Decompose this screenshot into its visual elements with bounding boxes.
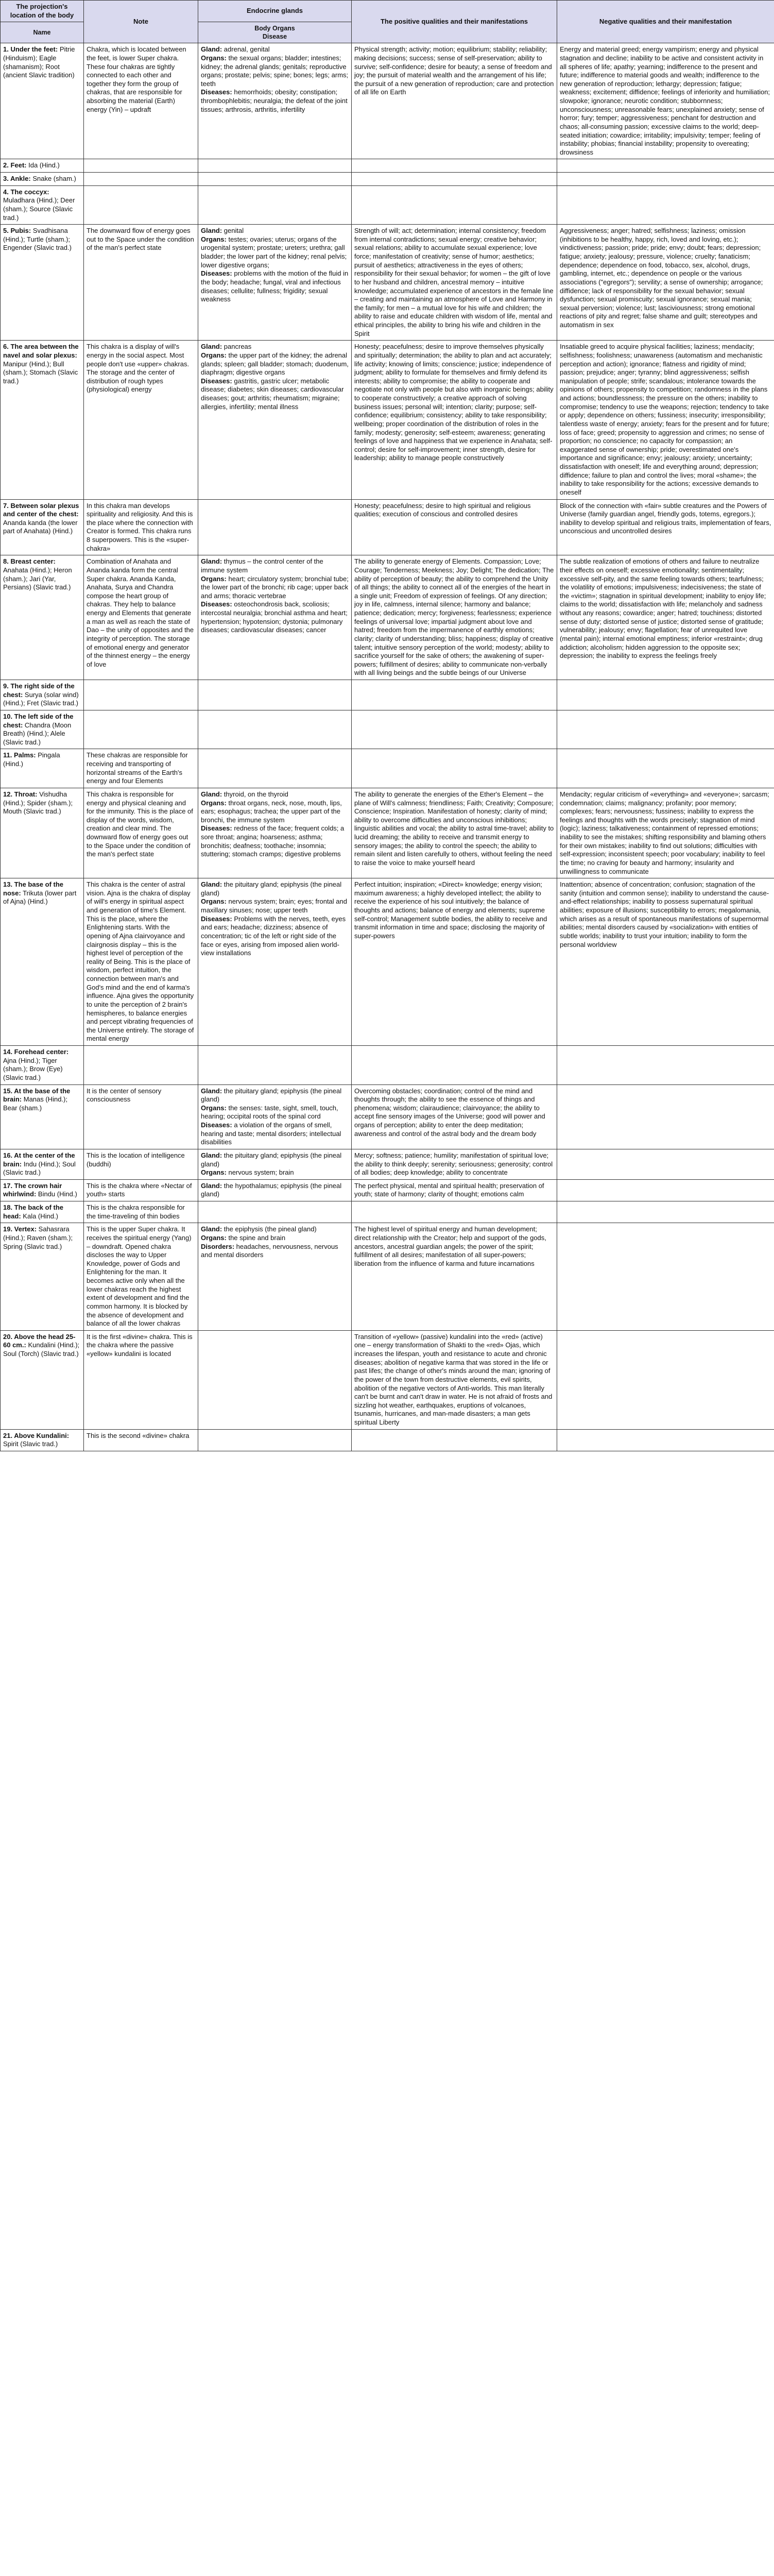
organs-text: the senses: taste, sight, smell, touch, hearing; occipital roots of the spinal cord — [201, 1104, 338, 1121]
positive-text: Strength of will; act; determination; internal consistency; freedom from internal contradictions; sexual energy; creative behavior; sexual relations; ability to accumulate sexual experience; love force; manifestation of creativity; sense of humor; aesthetics; pursuit of aesthetics; attractiveness in the eyes of others; responsibility for their sexual behavior; for women – the gift of love to her husband and children, ancestral memory – intuitive knowledge; accumulated experience of ancestors in the female line – creating and maintaining an atmosphere of Love and Harmony in the family; for men – a mutual love for his wife and children; the ability to raise and educate children with wisdom of life, mental and ethical principles, the ability to bring his wife and children in the Spirit — [354, 227, 554, 337]
header-location: The projection's location of the body — [1, 1, 84, 22]
negative-text: Block of the connection with «fair» subtle creatures and the Powers of Universe (family guardian angel, friendly gods, totems, egregors.); inability to develop spiritual and religious traits, implementation of fears, unconscious and uncontrolled desires — [560, 501, 771, 535]
diseases-text: gastritis, gastric ulcer; metabolic disease; diabetes; skin diseases; cardiovascular diseases; gout; arthritis; rheumatism; migraine; allergies, infertility; mental illness — [201, 377, 344, 411]
positive-cell — [352, 878, 557, 1046]
note-text: This chakra is a display of will's energy in the social aspect. Most people don't use «upper» chakras. The storage and the center of distribution of rough types (physiological) energy — [87, 343, 190, 394]
positive-cell — [352, 788, 557, 878]
table-row — [1, 1179, 774, 1201]
note-cell — [84, 680, 198, 710]
location-title: 9. The right side of the chest: — [3, 682, 75, 699]
gland-block — [201, 343, 349, 351]
note-cell — [84, 1223, 198, 1331]
organs-label: Organs: — [201, 799, 227, 807]
location-title: 5. Pubis: — [3, 227, 31, 235]
organs-block — [201, 799, 349, 825]
gland-block — [201, 880, 349, 897]
location-title: 7. Between solar plexus and center of the chest: — [3, 501, 79, 518]
negative-cell — [557, 555, 774, 680]
positive-text: The highest level of spiritual energy and human development; direct relationship with the Creator; help and support of the gods, ancestors, ancestral guardian angels; the power of the spirit; fulfillment of all desires; manifestation of all super-powers; liberation from the influence of karma and future incarnations — [354, 1225, 546, 1267]
location-title: 6. The area between the navel and solar plexus: — [3, 343, 79, 359]
note-text: This is the upper Super chakra. It receives the spiritual energy (Yang) – downdraft. Opened chakra discloses the way to Upper Knowledge, power of Gods and Enlightening for the man. It becomes active only when all the lower chakras reach the highest extent of development and find the common harmony. It is blocked by the absence of development and balance of all the lower chakras — [87, 1225, 192, 1328]
location-cell — [1, 1084, 84, 1149]
negative-cell — [557, 185, 774, 225]
location-names: Sahasrara (Hind.); Raven (sham.); Spring (Slavic trad.) — [3, 1225, 73, 1250]
gland-text: the epiphysis (the pineal gland) — [223, 1225, 317, 1233]
gland-label: Gland: — [201, 45, 222, 54]
glands-cell — [198, 555, 352, 680]
table-row — [1, 43, 774, 159]
location-cell — [1, 185, 84, 225]
negative-cell — [557, 878, 774, 1046]
header-organs: Body Organs — [254, 25, 295, 32]
gland-label: Gland: — [201, 557, 222, 566]
positive-cell — [352, 1046, 557, 1085]
note-text: This is the chakra responsible for the time-traveling of thin bodies — [87, 1204, 185, 1220]
location-names: Manipur (Hind.); Bull (sham.); Stomach (Slavic trad.) — [3, 360, 78, 385]
gland-block — [201, 790, 349, 799]
location-names: Kala (Hind.) — [23, 1212, 58, 1220]
gland-block — [201, 1151, 349, 1168]
location-cell — [1, 1223, 84, 1331]
note-cell — [84, 185, 198, 225]
diseases-block — [201, 377, 349, 412]
diseases-label: Diseases: — [201, 914, 232, 923]
location-title: 21. Above Kundalini: — [3, 1431, 70, 1439]
glands-cell — [198, 1149, 352, 1179]
header-note: Note — [84, 1, 198, 43]
location-title: 13. The base of the nose: — [3, 880, 64, 897]
location-names: Svadhisana (Hind.); Turtle (sham.); Engender (Slavic trad.) — [3, 227, 72, 252]
note-cell — [84, 499, 198, 555]
positive-cell — [352, 173, 557, 186]
positive-cell — [352, 1179, 557, 1201]
glands-cell — [198, 1330, 352, 1429]
positive-text: The ability to generate the energies of the Ether's Element – the plane of Will's calmness; friendliness; Faith; Creativity; Composure; Conscience; Inspiration. Manifestation of honesty; clarity of mind; ability to overcome difficulties and unconscious inhibitions; linguistic abilities and vocal; the ability to astral time-travel; ability to lucid dreaming; the ability to receive and transmit energy to sensory images; the ability to control the speech; the ability to remain silent and listen carefully to others, without feeling the need to raise the voice to make yourself heard — [354, 790, 554, 867]
location-title: 15. At the base of the brain: — [3, 1087, 71, 1104]
diseases-text: Problems with the nerves, teeth, eyes and ears; headache; dizziness; absence of concentration; tic of the left or right side of the face or eyes, arising from imposed alien world-view installations — [201, 914, 346, 957]
location-title: 2. Feet: — [3, 161, 27, 170]
gland-text: pancreas — [223, 343, 252, 351]
glands-cell — [198, 1223, 352, 1331]
table-row — [1, 1429, 774, 1451]
organs-text: throat organs, neck, nose, mouth, lips, ears; esophagus; trachea; the upper part of the bronchi, the immune system — [201, 799, 342, 824]
positive-cell — [352, 225, 557, 341]
positive-cell — [352, 1084, 557, 1149]
location-cell — [1, 878, 84, 1046]
positive-text: Overcoming obstacles; coordination; control of the mind and thoughts through; the ability to see the essence of things and phenomena; wisdom; clairaudience; clairvoyance; the ability to accept fine sensory images of the Universe; good will power and organs of perception; ability to enter the deep meditation; awareness and control of the astral body and the dream body — [354, 1087, 545, 1138]
glands-cell — [198, 1179, 352, 1201]
negative-cell — [557, 1223, 774, 1331]
glands-cell — [198, 1429, 352, 1451]
glands-cell — [198, 173, 352, 186]
note-text: The downward flow of energy goes out to the Space under the condition of the man's perfect state — [87, 227, 194, 252]
note-cell — [84, 341, 198, 499]
negative-cell — [557, 1429, 774, 1451]
positive-cell — [352, 1330, 557, 1429]
header-disease: Disease — [262, 33, 287, 41]
location-title: 20. Above the head 25-60 cm.: — [3, 1332, 76, 1349]
note-cell — [84, 159, 198, 173]
gland-label: Gland: — [201, 880, 222, 889]
table-row — [1, 1084, 774, 1149]
location-cell — [1, 499, 84, 555]
positive-text: Honesty; peacefulness; desire to high spiritual and religious qualities; execution of conscious and controlled desires — [354, 501, 531, 518]
gland-block — [201, 1225, 349, 1234]
table-row — [1, 710, 774, 749]
positive-cell — [352, 185, 557, 225]
diseases-text: problems with the motion of the fluid in the body; headache; fungal, viral and infectious diseases; cellulite; fullness; frigidity; sexual weakness — [201, 269, 349, 303]
note-text: These chakras are responsible for receiving and transporting of horizontal streams of the Earth's energy and four Elements — [87, 751, 188, 785]
location-names: Bindu (Hind.) — [38, 1190, 77, 1198]
header-negative: Negative qualities and their manifestation — [557, 1, 774, 43]
table-body — [1, 43, 774, 1451]
diseases-block — [201, 88, 349, 114]
location-names: Vishudha (Hind.); Spider (sham.); Mouth (Slavic trad.) — [3, 790, 73, 816]
location-title: 1. Under the feet: — [3, 45, 58, 54]
glands-cell — [198, 43, 352, 159]
note-cell — [84, 788, 198, 878]
gland-text: genital — [223, 227, 244, 235]
note-text: It is the center of sensory consciousness — [87, 1087, 162, 1104]
note-cell — [84, 1179, 198, 1201]
diseases-label: Diseases: — [201, 269, 232, 278]
positive-cell — [352, 710, 557, 749]
diseases-block — [201, 824, 349, 859]
note-text: This is the chakra where «Nectar of youth» starts — [87, 1181, 192, 1198]
gland-label: Gland: — [201, 1225, 222, 1233]
location-names: Anahata (Hind.); Heron (sham.); Jari (Yar, Persians) (Slavic trad.) — [3, 566, 72, 591]
diseases-text: osteochondrosis back, scoliosis; intercostal neuralgia; bronchial asthma and heart; hypertension; hypotension; dystonia; pulmonary diseases; cardiovascular diseases; cancer — [201, 600, 348, 634]
note-cell — [84, 878, 198, 1046]
location-names: Muladhara (Hind.); Deer (sham.); Source (Slavic trad.) — [3, 196, 75, 222]
disorders-text: headaches, nervousness, nervous and mental disorders — [201, 1242, 338, 1259]
glands-cell — [198, 159, 352, 173]
table-row — [1, 749, 774, 788]
note-cell — [84, 1429, 198, 1451]
location-names: Trikuta (lower part of Ajna) (Hind.) — [3, 889, 77, 906]
table-row — [1, 341, 774, 499]
negative-text: Aggressiveness; anger; hatred; selfishness; laziness; omission (inhibitions to be healthy, happy, rich, loved and loving, etc.); vindictiveness; passion; pride; pride; envy; doubt; fears; depression; fatigue; anxiety; jealousy; pressure, violence; cruelty; fanaticism; dependence; dependence on food, tobacco, sex, alcohol, drugs, gambling, internet, etc.; dependence on people or the various associations ("egregors"); servility; a sense of ownership; arrogance; diffidence; lack of responsibility for the sexual behavior; sexual dysfunction; sexual promiscuity; sexual ignorance; sexual mania; sexual perversion; violence; lust; lasciviousness; strong emotional reactions of pity and regret; false shame and guilt; stereotypes and automatism in sex — [560, 227, 763, 329]
location-cell — [1, 1046, 84, 1085]
organs-label: Organs: — [201, 1168, 227, 1177]
positive-text: Physical strength; activity; motion; equilibrium; stability; reliability; making decisions; success; sense of self-preservation; ability to survive; self-confidence; desire for beauty; a sense of freedom and joy; the pursuit of material wealth and the arrangement of his life; the pursuit of a new generation of reproduction; care and protection of all life on Earth — [354, 45, 554, 96]
diseases-label: Diseases: — [201, 88, 232, 96]
positive-text: Transition of «yellow» (passive) kundalini into the «red» (active) one – energy transformation of Shakti to the «red» Ojas, which increases the lifespan, youth and resistance to acute and chronic diseases; abolition of negative karma that was stored in the life or past lifes; the change of other's minds around the man; ignoring of the power of the town from destructive elements, evil spirits, abolition of the negative vectors of Anti-worlds. This man literally can't be burnt and can't draw in water. He is not afraid of frosts and sizzling hot weather, earthquakes, eruptions of volcanoes, tsunamis, hurricanes, and man-made disasters; a man gets spiritual Liberty — [354, 1332, 553, 1426]
location-cell — [1, 710, 84, 749]
table-row — [1, 173, 774, 186]
positive-cell — [352, 680, 557, 710]
location-title: 3. Ankle: — [3, 175, 31, 182]
note-cell — [84, 225, 198, 341]
negative-text: Mendacity; regular criticism of «everything» and «everyone»; sarcasm; condemnation; claims; malignancy; profanity; poor memory; complexes; fears; nervousness; fussiness; inability to express the feelings and thoughts with the words precisely; stagnation of mind (logic); laziness; talkativeness; containment of repressed emotions; inability to see the mistakes; shifting responsibility and blaming others for their own mistakes; inability to find out solutions; difficulties with self-expression; inconsistent speech; poor vocabulary; inability to feel the time; no craving for beauty and harmony; insularity and unwillingness to communicate — [560, 790, 769, 875]
location-cell — [1, 749, 84, 788]
location-title: 11. Palms: — [3, 751, 36, 759]
organs-label: Organs: — [201, 897, 227, 906]
positive-cell — [352, 43, 557, 159]
note-text: This is the location of intelligence (buddhi) — [87, 1151, 185, 1168]
location-names: Indu (Hind.); Soul (Slavic trad.) — [3, 1160, 76, 1177]
diseases-label: Diseases: — [201, 1121, 232, 1129]
glands-cell — [198, 185, 352, 225]
organs-block — [201, 235, 349, 270]
note-cell — [84, 1046, 198, 1085]
glands-cell — [198, 680, 352, 710]
organs-block — [201, 1104, 349, 1121]
location-cell — [1, 1179, 84, 1201]
table-row — [1, 1149, 774, 1179]
gland-block — [201, 557, 349, 574]
location-title: 14. Forehead center: — [3, 1048, 69, 1056]
diseases-text: a violation of the organs of smell, hearing and taste; mental disorders; intellectual disabilities — [201, 1121, 341, 1146]
table-row — [1, 1046, 774, 1085]
table-row — [1, 878, 774, 1046]
location-cell — [1, 1201, 84, 1223]
negative-text: Energy and material greed; energy vampirism; energy and physical stagnation and decline; inability to be active and consistent activity in all spheres of life; apathy; yearning; indifference to the present and future; indifference to material goods and wealth; indifference to the new generation of reproduction; lethargy; depression; fatigue; weakness; excitement; diffidence; feelings of inferiority and humiliation; slowpoke; ignorance; neurotic condition; stubbornness; unconsciousness; unreasonable fears; unexplained anxiety; sense of horror; fury; temper; aggressiveness; penchant for destruction and chaos; all-consuming passion; excessive claims to the world; deep-seated initiation; cowardice; irritability; impulsivity; temper; feeling of instability; phobias; financial instability; propensity to overeating; drowsiness — [560, 45, 770, 156]
location-title: 17. The crown hair whirlwind: — [3, 1181, 62, 1198]
organs-text: nervous system; brain — [228, 1168, 294, 1177]
gland-text: thyroid, on the thyroid — [223, 790, 288, 798]
location-title: 8. Breast center: — [3, 557, 56, 566]
positive-text: Perfect intuition; inspiration; «Direct» knowledge; energy vision; maximum awareness; a highly developed intellect; the ability to receive the experience of his soul intuitively; the balance of thoughts and actions; balance of energy and elements; supreme self-control; Management subtle bodies, the ability to receive and transmit information in time and space; disclosing the majority of super-powers — [354, 880, 547, 940]
negative-cell — [557, 680, 774, 710]
disorders-block — [201, 1243, 349, 1260]
negative-cell — [557, 788, 774, 878]
positive-text: Mercy; softness; patience; humility; manifestation of spiritual love; the ability to think deeply; serenity; seriousness; generosity; control of all bodies; deep knowledge; ability to concentrate — [354, 1151, 553, 1177]
organs-label: Organs: — [201, 574, 227, 583]
diseases-label: Diseases: — [201, 377, 232, 385]
glands-cell — [198, 225, 352, 341]
diseases-text: redness of the face; frequent colds; a sore throat; angina; hoarseness; asthma; bronchitis; deafness; toothache; insomnia; stuttering; stomach cramps; digestive problems — [201, 824, 345, 858]
organs-text: heart; circulatory system; bronchial tube; the lower part of the bronchi; rib cage; upper back and arms; thoracic vertebrae — [201, 574, 349, 600]
note-text: Combination of Anahata and Ananda kanda form the central Super chakra. Ananda Kanda, Anahata, Surya and Chandra compose the heart group of chakras. They help to balance energy and Elements that generate a man as well as reach the state of Dao – the unity of opposites and the integrity of perception. The storage of emotional energy and generator of the thinnest energy – the energy of love — [87, 557, 194, 668]
glands-cell — [198, 1201, 352, 1223]
location-cell — [1, 680, 84, 710]
disorders-label: Disorders: — [201, 1242, 235, 1250]
gland-block — [201, 1087, 349, 1104]
location-cell — [1, 341, 84, 499]
positive-cell — [352, 1429, 557, 1451]
diseases-label: Diseases: — [201, 600, 232, 608]
location-names: Kundalini (Hind.); Soul (Torch) (Slavic trad.) — [3, 1341, 80, 1358]
negative-cell — [557, 749, 774, 788]
positive-text: The ability to generate energy of Elements. Compassion; Love; Courage; Tenderness; Meekness; Joy; Delight; The dedication; The ability of perception of beauty; the ability to comprehend the Unity of all things; the ability to connect all of the energies of the heart in a single unit; Freedom of expression of feelings. Of any direction; joy in life, calmness, internal silence; harmony and balance; patience; dedication; mercy; forgiveness; fearlessness; experience feelings of universal love; impartial judgment about love and hatred; freedom from the impermanence of earthly emotions; clarity; clarity of understanding; bliss; happiness; display of creative talent; intuitive sensory perception of the world; modesty; ability to sacrifice yourself for the sake of others; the awakening of super-powers; fulfillment of desires; ability to communicate non-verbally with all living beings and the subtle beings of our Universe — [354, 557, 554, 677]
location-names: Ida (Hind.) — [28, 161, 60, 170]
organs-text: the sexual organs; bladder; intestines; kidney; the adrenal glands; genitals; reproductive organs; prostate; pelvis; spine; bones; legs; arms; teeth — [201, 54, 349, 88]
organs-text: nervous system; brain; eyes; frontal and maxillary sinuses; nose; upper teeth — [201, 897, 347, 914]
glands-cell — [198, 341, 352, 499]
organs-block — [201, 1234, 349, 1243]
gland-label: Gland: — [201, 227, 222, 235]
organs-block — [201, 575, 349, 601]
organs-block — [201, 897, 349, 914]
gland-label: Gland: — [201, 790, 222, 798]
positive-cell — [352, 159, 557, 173]
table-row — [1, 225, 774, 341]
location-names: Pingala (Hind.) — [3, 751, 60, 768]
location-names: Pitrie (Hinduism); Eagle (shamanism); Root (ancient Slavic tradition) — [3, 45, 75, 79]
location-cell — [1, 555, 84, 680]
gland-label: Gland: — [201, 1151, 222, 1159]
negative-cell — [557, 1046, 774, 1085]
location-cell — [1, 1149, 84, 1179]
note-cell — [84, 1084, 198, 1149]
note-cell — [84, 710, 198, 749]
negative-cell — [557, 1084, 774, 1149]
glands-cell — [198, 749, 352, 788]
table-row — [1, 159, 774, 173]
gland-text: the pituitary gland; epiphysis (the pineal gland) — [201, 1151, 342, 1168]
table-row — [1, 555, 774, 680]
location-cell — [1, 225, 84, 341]
organs-label: Organs: — [201, 235, 227, 243]
positive-cell — [352, 1223, 557, 1331]
note-text: It is the first «divine» chakra. This is the chakra where the passive «yellow» kundalini is located — [87, 1332, 193, 1358]
negative-cell — [557, 173, 774, 186]
organs-text: testes; ovaries; uterus; organs of the urogenital system; prostate; ureters; urethra; gall bladder; the lower part of the kidney; renal pelvis; lower digestive organs; — [201, 235, 347, 269]
note-text: This chakra is responsible for energy and physical cleaning and for the immunity. This is the place of display of the words, wisdom, creation and clear mind. The downward flow of energy goes out to the Space under the condition of the man's perfect state — [87, 790, 193, 858]
location-names: Manas (Hind.); Bear (sham.) — [3, 1095, 67, 1112]
negative-cell — [557, 225, 774, 341]
organs-text: the spine and brain — [228, 1233, 286, 1242]
positive-cell — [352, 749, 557, 788]
glands-cell — [198, 1084, 352, 1149]
organs-block — [201, 1168, 349, 1177]
note-cell — [84, 1330, 198, 1429]
location-names: Ajna (Hind.); Tiger (sham.); Brow (Eye) (Slavic trad.) — [3, 1056, 63, 1081]
gland-block — [201, 227, 349, 235]
positive-cell — [352, 1201, 557, 1223]
negative-cell — [557, 710, 774, 749]
gland-text: adrenal, genital — [223, 45, 270, 54]
table-row — [1, 185, 774, 225]
table-row — [1, 1201, 774, 1223]
location-cell — [1, 788, 84, 878]
table-row — [1, 1330, 774, 1429]
gland-text: thymus – the control center of the immune system — [201, 557, 323, 574]
location-title: 16. At the center of the brain: — [3, 1151, 75, 1168]
note-text: This is the second «divine» chakra — [87, 1431, 190, 1439]
table-header — [1, 1, 774, 43]
negative-cell — [557, 341, 774, 499]
note-cell — [84, 173, 198, 186]
location-cell — [1, 159, 84, 173]
organs-label: Organs: — [201, 351, 227, 359]
negative-text: Inattention; absence of concentration; confusion; stagnation of the sanity (intuition and common sense); inability to understand the cause-and-effect relationships; inability to possess supernatural spiritual abilities; exposure of illusions; susceptibility to errors; megalomania, which arises as a result of spontaneous manifestations of supernormal abilities; mental disorders caused by «socialization» with entities of subtle worlds; inability to trust your intuition; inability to form the personal worldview — [560, 880, 769, 948]
gland-label: Gland: — [201, 1087, 222, 1095]
location-names: Chandra (Moon Breath) (Hind.); Alele (Slavic trad.) — [3, 721, 72, 746]
gland-label: Gland: — [201, 343, 222, 351]
diseases-label: Diseases: — [201, 824, 232, 833]
table-row — [1, 499, 774, 555]
location-names: Spirit (Slavic trad.) — [3, 1440, 58, 1448]
organs-block — [201, 54, 349, 89]
positive-cell — [352, 499, 557, 555]
gland-text: the hypothalamus; epiphysis (the pineal gland) — [201, 1181, 342, 1198]
diseases-text: hemorrhoids; obesity; constipation; thrombophlebitis; neuralgia; the defeat of the joint tissues; arthrosis, arthritis, infertility — [201, 88, 348, 113]
note-cell — [84, 555, 198, 680]
gland-text: the pituitary gland; epiphysis (the pineal gland) — [201, 1087, 342, 1104]
header-positive: The positive qualities and their manifestations — [352, 1, 557, 43]
note-text: In this chakra man develops spirituality and religiosity. And this is the place where the connection with Creator is formed. This chakra runs 8 superpowers. This is the «super-chakra» — [87, 501, 193, 552]
glands-cell — [198, 788, 352, 878]
positive-cell — [352, 341, 557, 499]
note-cell — [84, 749, 198, 788]
negative-cell — [557, 159, 774, 173]
negative-cell — [557, 43, 774, 159]
negative-cell — [557, 1149, 774, 1179]
location-cell — [1, 1330, 84, 1429]
organs-text: the upper part of the kidney; the adrenal glands; spleen; gall bladder; stomach; duodenum, diaphragm; digestive organs — [201, 351, 349, 377]
positive-cell — [352, 555, 557, 680]
diseases-block — [201, 915, 349, 958]
note-cell — [84, 1149, 198, 1179]
location-title: 18. The back of the head: — [3, 1204, 64, 1220]
negative-text: Insatiable greed to acquire physical facilities; laziness; mendacity; selfishness; foolishness; unawareness (automatism and mechanistic perception and action); ignorance; flatness and rigidity of mind; passion; prejudice; anger; tyranny; blind aggressiveness; selfish manipulation of people; strife; scandalous; intolerance towards the opinions of others; propensity to competition; randomness in the plans and actions; boundlessness; the pressure on the others; inability to compromise; tendency to use the weapons; rejection; tendency to take or apply; dependence on others; fussiness; insecurity; irresponsibility; talentless waste of energy; anxiety; fears for the present and for future; loss of face; greed; propensity to aggression and crimes; no sense of proportion; no conscience; no capacity for compassion; an exaggerated sense of ownership; pride; overestimated one's importance and significance; envy; jealousy; anxiety; uncertainty; dissatisfaction with oneself; life and everything around; depression; diffidence; failure to plan and control the lives; moral «shame»; the inability to take responsibility for the actions; excessive demands to oneself — [560, 343, 769, 496]
note-text: Chakra, which is located between the feet, is lower Super chakra. These four chakras are tightly connected to each other and together they form the group of chakras, that are responsible for absorbing the material (Earth) energy (Yin) – updraft — [87, 45, 186, 113]
diseases-block — [201, 1121, 349, 1147]
negative-cell — [557, 1330, 774, 1429]
table-row — [1, 788, 774, 878]
negative-cell — [557, 1179, 774, 1201]
glands-cell — [198, 1046, 352, 1085]
location-title: 19. Vertex: — [3, 1225, 37, 1233]
location-cell — [1, 43, 84, 159]
table-row — [1, 1223, 774, 1331]
glands-cell — [198, 878, 352, 1046]
location-title: 10. The left side of the chest: — [3, 712, 74, 729]
table-row — [1, 680, 774, 710]
organs-label: Organs: — [201, 1104, 227, 1112]
location-cell — [1, 173, 84, 186]
positive-text: The perfect physical, mental and spiritual health; preservation of youth; state of harmony; clarity of thought; emotions calm — [354, 1181, 544, 1198]
location-title: 12. Throat: — [3, 790, 38, 798]
gland-text: the pituitary gland; epiphysis (the pineal gland) — [201, 880, 342, 897]
gland-label: Gland: — [201, 1181, 222, 1190]
diseases-block — [201, 269, 349, 304]
location-names: Snake (sham.) — [32, 175, 76, 182]
header-endocrine: Endocrine glands — [198, 1, 352, 22]
location-cell — [1, 1429, 84, 1451]
organs-label: Organs: — [201, 1233, 227, 1242]
note-cell — [84, 43, 198, 159]
negative-cell — [557, 499, 774, 555]
location-names: Surya (solar wind) (Hind.); Fret (Slavic trad.) — [3, 690, 79, 707]
header-name: Name — [1, 22, 84, 43]
location-names: Ananda kanda (the lower part of Anahata) (Hind.) — [3, 518, 78, 535]
negative-cell — [557, 1201, 774, 1223]
gland-block — [201, 1182, 349, 1199]
header-organs-disease — [198, 22, 352, 43]
note-text: This chakra is the center of astral vision. Ajna is the chakra of display of will's energy in spiritual aspect and generation of time's Element. This is the place, where the Enlightening starts. With the opening of Ajna clairvoyance and clairgnosis display – this is the highest level of perception of the reality of Being. This is the place of wisdom, perfect intuition, the connection between man's and God's mind and the end of karma's influence. Ajna gives the opportunity to unite the perception of 2 brain's hemispheres, to balance energies and percept vibrating frequencies of the Universe entirely. The storage of mental energy — [87, 880, 194, 1043]
location-title: 4. The coccyx: — [3, 188, 49, 196]
positive-text: Honesty; peacefulness; desire to improve themselves physically and spiritually; determination; the ability to plan and act accurately; life activity; knowing of limits; conscience; justice; independence of judgment; ability to formulate for themselves and firmly defend its interests; ability to compromise; the ability to cooperate and negotiate not only with people but also with inorganic beings; ability to cooperate constructively; a creative approach of solving business issues; personal will; intention; clarity; purpose; self-confidence; equilibrium; consistency; ability to take responsibility; wellbeing; proper coordination of the distribution of roles in the family; modesty; generosity; self-esteem; awareness; generating feelings of love and happiness that we experience in Anahata; self-control; desire for self-improvement; inner strength, desire for leadership; ability to manage people constructively — [354, 343, 554, 462]
glands-cell — [198, 499, 352, 555]
organs-block — [201, 351, 349, 377]
organs-label: Organs: — [201, 54, 227, 62]
diseases-block — [201, 600, 349, 635]
glands-cell — [198, 710, 352, 749]
note-cell — [84, 1201, 198, 1223]
gland-block — [201, 45, 349, 54]
positive-cell — [352, 1149, 557, 1179]
negative-text: The subtle realization of emotions of others and failure to neutralize their effects on oneself; excessive emotionality; sentimentality; excessive self-pity, and the same feeling towards others; tearfulness; the volatility of emotions; impulsiveness; indecisiveness; the state of the «victim»; stagnation in spiritual development; inability to enjoy life; claims to the world; dissatisfaction with life; melancholy and sadness without any reasons; cowardice; anger; hatred; touchiness; distorted sense of duty; distorted sense of justice; distorted sense of gratitude; vulnerability; jealousy; envy; flagellation; fear of unrequited love (mental pain); internal emotional emptiness; inferior «restraint»; drug addiction; alcoholism; hidden aggression to the opposite sex; depression; the inability to express the feelings freely — [560, 557, 766, 660]
